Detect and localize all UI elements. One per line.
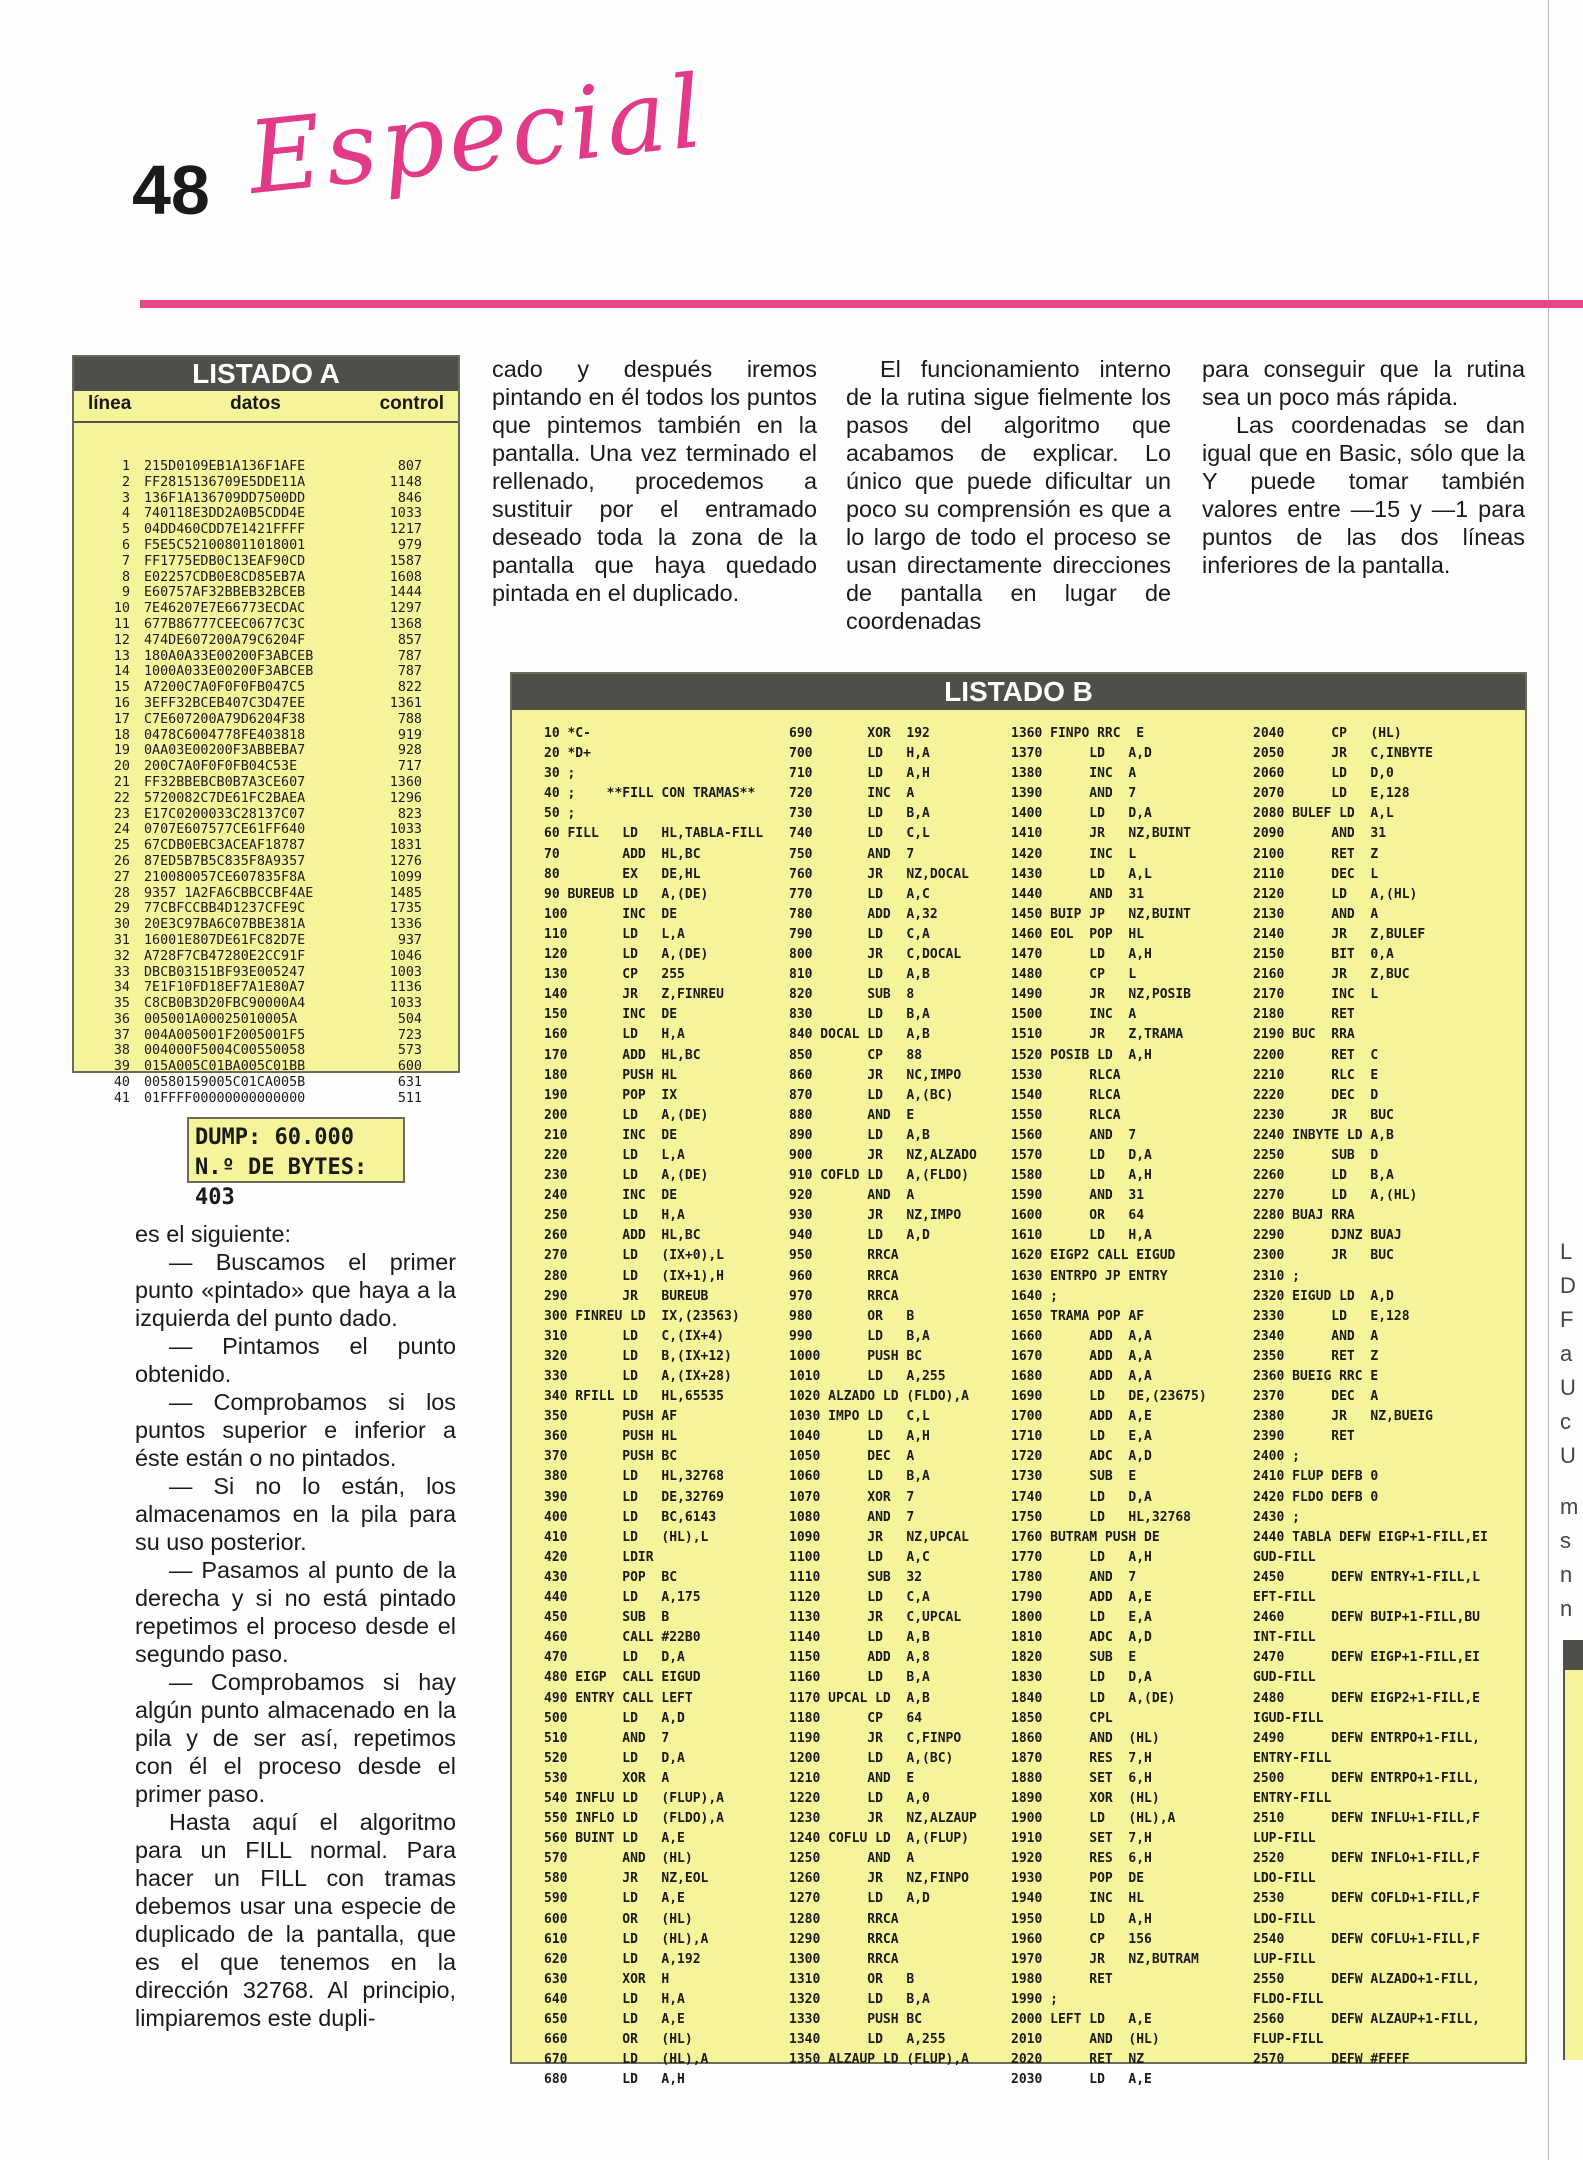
checksum: 600: [397, 1059, 422, 1075]
hex-data: 0478C6004778FE403818: [144, 727, 306, 743]
table-row: [74, 712, 458, 728]
line-number: 32: [113, 948, 130, 964]
hex-data: 04DD460CDD7E1421FFFF: [144, 522, 306, 538]
table-row: [74, 996, 458, 1012]
hex-data: 01FFFF00000000000000: [144, 1090, 306, 1106]
line-number: 39: [113, 1059, 130, 1075]
line-number: 27: [113, 869, 130, 885]
hex-data: 0707E607577CE61FF640: [144, 822, 306, 838]
hex-data: FF1775EDB0C13EAF90CD: [144, 553, 306, 569]
line-number: 5: [121, 522, 130, 538]
line-number: 16: [113, 695, 130, 711]
hex-data: 20E3C97BA6C07BBE381A: [144, 917, 306, 933]
edge-letter: U: [1560, 1443, 1576, 1468]
table-row: [74, 1075, 458, 1091]
paragraph: cado y después iremos pintando en él todos los puntos que pintemos también en la pantalla. Una vez terminado el rellenado, procedemos a sustituir por el entramado deseado toda la zona de la pantalla que haya quedado pintada en el duplicado.: [492, 356, 817, 606]
edge-letter: F: [1560, 1307, 1574, 1332]
edge-letter: n: [1560, 1562, 1573, 1587]
edge-letter: c: [1560, 1409, 1571, 1434]
next-page-edge-text-top: [1560, 1235, 1576, 1473]
hex-data: 3EFF32BCEB407C3D47EE: [144, 695, 306, 711]
checksum: 1296: [389, 790, 422, 806]
line-number: 33: [113, 964, 130, 980]
paragraph: — Comprobamos si hay algún punto almacenado en la pila y de ser así, repetimos con él el proceso desde el primer paso.: [135, 1669, 456, 1807]
line-number: 17: [113, 711, 130, 727]
line-number: 35: [113, 996, 130, 1012]
hex-data: 677B86777CEEC0677C3C: [144, 616, 306, 632]
table-row: [74, 680, 458, 696]
table-row: [74, 775, 458, 791]
paragraph: — Buscamos el primer punto «pintado» que haya a la izquierda del punto dado.: [135, 1249, 456, 1331]
next-page-edge-box: [1563, 1640, 1583, 2060]
checksum: 511: [397, 1090, 422, 1106]
hex-data: C7E607200A79D6204F38: [144, 711, 306, 727]
paragraph: — Si no lo están, los almacenamos en la pila para su uso posterior.: [135, 1473, 456, 1555]
table-row: [74, 649, 458, 665]
checksum: 1444: [389, 585, 422, 601]
checksum: 823: [397, 806, 422, 822]
checksum: 919: [397, 727, 422, 743]
hex-data: 210080057CE607835F8A: [144, 869, 306, 885]
hex-data: 004A005001F2005001F5: [144, 1027, 306, 1043]
table-row: [74, 459, 458, 475]
line-number: 36: [113, 1011, 130, 1027]
listado-b-box: [510, 672, 1527, 2088]
line-number: 29: [113, 901, 130, 917]
article-column-3: [846, 355, 1171, 635]
edge-letter: s: [1560, 1528, 1571, 1553]
table-row: [74, 822, 458, 838]
hex-data: 16001E807DE61FC82D7E: [144, 932, 306, 948]
table-row: [74, 1091, 458, 1107]
hex-data: C8CB0B3D20FBC90000A4: [144, 996, 306, 1012]
table-row: [74, 980, 458, 996]
edge-letter: a: [1560, 1341, 1573, 1366]
hex-data: 7E46207E7E66773ECDAC: [144, 601, 306, 617]
line-number: 4: [121, 506, 130, 522]
checksum: 822: [397, 680, 422, 696]
checksum: 723: [397, 1027, 422, 1043]
article-column-4: [1202, 355, 1525, 579]
paragraph: El funcionamiento interno de la rutina sigue fielmente los pasos del algoritmo que acabamos de explicar. Lo único que puede dificultar un poco su comprensión es que a lo largo de todo el proceso se usan directamente direcciones de pantalla en lugar de coordenadas: [846, 356, 1171, 634]
hex-data: E17C0200033C28137C07: [144, 806, 306, 822]
checksum: 1361: [389, 695, 422, 711]
checksum: 1587: [389, 553, 422, 569]
checksum: 573: [397, 1043, 422, 1059]
checksum: 1099: [389, 869, 422, 885]
checksum: 1276: [389, 853, 422, 869]
checksum: 807: [397, 459, 422, 474]
table-row: [74, 728, 458, 744]
checksum: 979: [397, 537, 422, 553]
checksum: 937: [397, 932, 422, 948]
header-rule: [140, 300, 1583, 308]
listado-b-column-1: 10 *C- 20 *D+ 30 ; 40 ; **FILL CON TRAMAS** 50 ; 60 FILL LD HL,TABLA-FILL 70 ADD HL,BC 80 EX DE,HL 90 BUREUB LD A,(DE) 100 INC DE 110 LD L,A 120 LD A,(DE) 130 CP 255 140 JR Z,FINREU 150 INC DE 160 LD H,A 170 ADD HL,BC 180 PUSH HL 190 POP IX 200 LD A,(DE) 210 INC DE 220 LD L,A 230 LD A,(DE) 240 INC DE 250 LD H,A 260 ADD HL,BC 270 LD (IX+0),L 280 LD (IX+1),H 290 JR BUREUB 300 FINREU LD IX,(23563) 310 LD C,(IX+4) 320 LD B,(IX+12) 330 LD A,(IX+28) 340 RFILL LD HL,65535 350 PUSH AF 360 PUSH HL 370 PUSH BC 380 LD HL,32768 390 LD DE,32769 400 LD BC,6143 410 LD (HL),L 420 LDIR 430 POP BC 440 LD A,175 450 SUB B 460 CALL #22B0 470 LD D,A 480 EIGP CALL EIGUD 490 ENTRY CALL LEFT 500 LD A,D 510 AND 7 520 LD D,A 530 XOR A 540 INFLU LD (FLUP),A 550 INFLO LD (FLDO),A 560 BUINT LD A,E 570 AND (HL) 580 JR NZ,EOL 590 LD A,E 600 OR (HL) 610 LD (HL),A 620 LD A,192 630 XOR H 640 LD H,A 650 LD A,E 660 OR (HL) 670 LD (HL),A 680 LD A,H: [544, 726, 764, 2088]
checksum: 846: [397, 490, 422, 506]
line-number: 28: [113, 885, 130, 901]
line-number: 21: [113, 774, 130, 790]
hex-data: 200C7A0F0F0FB04C53E: [144, 759, 298, 775]
listado-a-box: [72, 355, 460, 1106]
checksum: 1217: [389, 522, 422, 538]
line-number: 20: [113, 759, 130, 775]
table-row: [74, 491, 458, 507]
checksum: 1033: [389, 996, 422, 1012]
hex-data: A7200C7A0F0F0FB047C5: [144, 680, 306, 696]
hex-data: 015A005C01BA005C01BB: [144, 1059, 306, 1075]
line-number: 38: [113, 1043, 130, 1059]
table-row: [74, 538, 458, 554]
line-number: 8: [121, 569, 130, 585]
hex-data: 740118E3DD2A0B5CDD4E: [144, 506, 306, 522]
hex-data: 215D0109EB1A136F1AFE: [144, 459, 306, 474]
hex-data: 5720082C7DE61FC2BAEA: [144, 790, 306, 806]
paragraph: es el siguiente:: [135, 1221, 292, 1247]
checksum: 1033: [389, 822, 422, 838]
table-row: [74, 585, 458, 601]
line-number: 15: [113, 680, 130, 696]
listado-a-rows: [74, 423, 458, 1107]
hex-data: E02257CDB0E8CD85EB7A: [144, 569, 306, 585]
checksum: 1033: [389, 506, 422, 522]
article-column-2: [492, 355, 817, 607]
dump-address: DUMP: 60.000: [195, 1125, 354, 1150]
bytes-count: N.º DE BYTES: 403: [195, 1155, 368, 1210]
table-row: [74, 854, 458, 870]
table-row: [74, 664, 458, 680]
line-number: 34: [113, 980, 130, 996]
line-number: 11: [113, 616, 130, 632]
listado-b-column-4: 2040 CP (HL) 2050 JR C,INBYTE 2060 LD D,0 2070 LD E,128 2080 BULEF LD A,L 2090 AND 31 2100 RET Z 2110 DEC L 2120 LD A,(HL) 2130 AND A 2140 JR Z,BULEF 2150 BIT 0,A 2160 JR Z,BUC 2170 INC L 2180 RET 2190 BUC RRA 2200 RET C 2210 RLC E 2220 DEC D 2230 JR BUC 2240 INBYTE LD A,B 2250 SUB D 2260 LD B,A 2270 LD A,(HL) 2280 BUAJ RRA 2290 DJNZ BUAJ 2300 JR BUC 2310 ; 2320 EIGUD LD A,D 2330 LD E,128 2340 AND A 2350 RET Z 2360 BUEIG RRC E 2370 DEC A 2380 JR NZ,BUEIG 2390 RET 2400 ; 2410 FLUP DEFB 0 2420 FLDO DEFB 0 2430 ; 2440 TABLA DEFW EIGP+1-FILL,EI GUD-FILL 2450 DEFW ENTRY+1-FILL,L EFT-FILL 2460 DEFW BUIP+1-FILL,BU INT-FILL 2470 DEFW EIGP+1-FILL,EI GUD-FILL 2480 DEFW EIGP2+1-FILL,E IGUD-FILL 2490 DEFW ENTRPO+1-FILL, ENTRY-FILL 2500 DEFW ENTRPO+1-FILL, ENTRY-FILL 2510 DEFW INFLU+1-FILL,F LUP-FILL 2520 DEFW INFLO+1-FILL,F LDO-FILL 2530 DEFW COFLD+1-FILL,F LDO-FILL 2540 DEFW COFLU+1-FILL,F LUP-FILL 2550 DEFW ALZADO+1-FILL, FLDO-FILL 2560 DEFW ALZAUP+1-FILL, FLUP-FILL 2570 DEFW #FFFF: [1253, 726, 1488, 2068]
table-row: [74, 601, 458, 617]
paragraph: — Pasamos al punto de la derecha y si no está pintado repetimos el proceso desde el segundo paso.: [135, 1557, 456, 1667]
checksum: 1148: [389, 474, 422, 490]
table-row: [74, 554, 458, 570]
table-row: [74, 933, 458, 949]
edge-letter: D: [1560, 1273, 1576, 1298]
table-row: [74, 949, 458, 965]
hex-data: 67CDB0EBC3ACEAF18787: [144, 838, 306, 854]
line-number: 22: [113, 790, 130, 806]
table-row: [74, 838, 458, 854]
checksum: 928: [397, 743, 422, 759]
line-number: 26: [113, 853, 130, 869]
checksum: 1368: [389, 616, 422, 632]
checksum: 1831: [389, 838, 422, 854]
line-number: 6: [121, 537, 130, 553]
checksum: 857: [397, 632, 422, 648]
table-row: [74, 759, 458, 775]
checksum: 1735: [389, 901, 422, 917]
listado-b-column-3: 1360 FINPO RRC E 1370 LD A,D 1380 INC A 1390 AND 7 1400 LD D,A 1410 JR NZ,BUINT 1420 INC L 1430 LD A,L 1440 AND 31 1450 BUIP JP NZ,BUINT 1460 EOL POP HL 1470 LD A,H 1480 CP L 1490 JR NZ,POSIB 1500 INC A 1510 JR Z,TRAMA 1520 POSIB LD A,H 1530 RLCA 1540 RLCA 1550 RLCA 1560 AND 7 1570 LD D,A 1580 LD A,H 1590 AND 31 1600 OR 64 1610 LD H,A 1620 EIGP2 CALL EIGUD 1630 ENTRPO JP ENTRY 1640 ; 1650 TRAMA POP AF 1660 ADD A,A 1670 ADD A,A 1680 ADD A,A 1690 LD DE,(23675) 1700 ADD A,E 1710 LD E,A 1720 ADC A,D 1730 SUB E 1740 LD D,A 1750 LD HL,32768 1760 BUTRAM PUSH DE 1770 LD A,H 1780 AND 7 1790 ADD A,E 1800 LD E,A 1810 ADC A,D 1820 SUB E 1830 LD D,A 1840 LD A,(DE) 1850 CPL 1860 AND (HL) 1870 RES 7,H 1880 SET 6,H 1890 XOR (HL) 1900 LD (HL),A 1910 SET 7,H 1920 RES 6,H 1930 POP DE 1940 INC HL 1950 LD A,H 1960 CP 156 1970 JR NZ,BUTRAM 1980 RET 1990 ; 2000 LEFT LD A,E 2010 AND (HL) 2020 RET NZ 2030 LD A,E: [1011, 726, 1207, 2088]
edge-letter: U: [1560, 1375, 1576, 1400]
hex-data: 136F1A136709DD7500DD: [144, 490, 306, 506]
hex-data: 87ED5B7B5C835F8A9357: [144, 853, 306, 869]
hex-data: 00580159005C01CA005B: [144, 1075, 306, 1091]
checksum: 1336: [389, 917, 422, 933]
hex-data: 7E1F10FD18EF7A1E80A7: [144, 980, 306, 996]
hex-data: 0AA03E00200F3ABBEBA7: [144, 743, 306, 759]
table-row: [74, 696, 458, 712]
section-title: Especial: [242, 52, 712, 217]
hex-data: 1000A033E00200F3ABCEB: [144, 664, 314, 680]
line-number: 19: [113, 743, 130, 759]
page-edge-line: [1548, 0, 1549, 2160]
checksum: 1360: [389, 774, 422, 790]
hex-data: 9357 1A2FA6CBBCCBF4AE: [144, 885, 314, 901]
paragraph: — Pintamos el punto obtenido.: [135, 1333, 456, 1387]
listado-a-title: LISTADO A: [74, 357, 458, 391]
line-number: 31: [113, 932, 130, 948]
hex-data: FF2815136709E5DDE11A: [144, 474, 306, 490]
hex-data: 180A0A33E00200F3ABCEB: [144, 648, 314, 664]
page-number: 48: [132, 151, 210, 229]
line-number: 12: [113, 632, 130, 648]
checksum: 1046: [389, 948, 422, 964]
line-number: 13: [113, 648, 130, 664]
edge-letter: m: [1560, 1494, 1579, 1519]
checksum: 504: [397, 1011, 422, 1027]
hex-data: 474DE607200A79C6204F: [144, 632, 306, 648]
column-header-datos: datos: [230, 393, 281, 414]
table-row: [74, 965, 458, 981]
checksum: 787: [397, 648, 422, 664]
line-number: 14: [113, 664, 130, 680]
line-number: 3: [121, 490, 130, 506]
table-row: [74, 1043, 458, 1059]
line-number: 1: [121, 459, 130, 474]
column-header-linea: línea: [88, 393, 132, 414]
hex-data: F5E5C521008011018001: [144, 537, 306, 553]
table-row: [74, 633, 458, 649]
table-row: [74, 1028, 458, 1044]
listado-b-column-2: 690 XOR 192 700 LD H,A 710 LD A,H 720 INC A 730 LD B,A 740 LD C,L 750 AND 7 760 JR NZ,DOCAL 770 LD A,C 780 ADD A,32 790 LD C,A 800 JR C,DOCAL 810 LD A,B 820 SUB 8 830 LD B,A 840 DOCAL LD A,B 850 CP 88 860 JR NC,IMPO 870 LD A,(BC) 880 AND E 890 LD A,B 900 JR NZ,ALZADO 910 COFLD LD A,(FLDO) 920 AND A 930 JR NZ,IMPO 940 LD A,D 950 RRCA 960 RRCA 970 RRCA 980 OR B 990 LD B,A 1000 PUSH BC 1010 LD A,255 1020 ALZADO LD (FLDO),A 1030 IMPO LD C,L 1040 LD A,H 1050 DEC A 1060 LD B,A 1070 XOR 7 1080 AND 7 1090 JR NZ,UPCAL 1100 LD A,C 1110 SUB 32 1120 LD C,A 1130 JR C,UPCAL 1140 LD A,B 1150 ADD A,8 1160 LD B,A 1170 UPCAL LD A,B 1180 CP 64 1190 JR C,FINPO 1200 LD A,(BC) 1210 AND E 1220 LD A,0 1230 JR NZ,ALZAUP 1240 COFLU LD A,(FLUP) 1250 AND A 1260 JR NZ,FINPO 1270 LD A,D 1280 RRCA 1290 RRCA 1300 RRCA 1310 OR B 1320 LD B,A 1330 PUSH BC 1340 LD A,255 1350 ALZAUP LD (FLUP),A: [789, 726, 977, 2068]
edge-letter: n: [1560, 1596, 1573, 1621]
listado-b-title: LISTADO B: [512, 674, 1525, 710]
paragraph: Las coordenadas se dan igual que en Basic, sólo que la Y puede tomar también valores entre —15 y —1 para puntos de las dos líneas inferiores de la pantalla.: [1202, 412, 1525, 578]
column-header-control: control: [379, 393, 444, 414]
table-row: [74, 743, 458, 759]
table-row: [74, 886, 458, 902]
hex-data: A728F7CB47280E2CC91F: [144, 948, 306, 964]
line-number: 23: [113, 806, 130, 822]
table-row: [74, 475, 458, 491]
hex-data: DBCB03151BF93E005247: [144, 964, 306, 980]
dump-box: [187, 1117, 405, 1210]
paragraph: Hasta aquí el algoritmo para un FILL normal. Para hacer un FILL con tramas debemos usar una especie de duplicado de la pantalla, que es el que tenemos en la dirección 32768. Al principio, limpiaremos este dupli-: [135, 1809, 456, 2031]
checksum: 1297: [389, 601, 422, 617]
paragraph: — Comprobamos si los puntos superior e inferior a éste están o no pintados.: [135, 1389, 456, 1471]
hex-data: 005001A00025010005A: [144, 1011, 298, 1027]
hex-data: FF32BBEBCB0B7A3CE607: [144, 774, 306, 790]
line-number: 25: [113, 838, 130, 854]
table-row: [74, 917, 458, 933]
table-row: [74, 791, 458, 807]
next-page-edge-box-title: [1563, 1640, 1583, 1670]
line-number: 9: [121, 585, 130, 601]
checksum: 1608: [389, 569, 422, 585]
next-page-edge-text-bottom: [1560, 1490, 1578, 1626]
checksum: 1003: [389, 964, 422, 980]
checksum: 1485: [389, 885, 422, 901]
table-row: [74, 1012, 458, 1028]
checksum: 631: [397, 1075, 422, 1091]
table-row: [74, 522, 458, 538]
paragraph: para conseguir que la rutina sea un poco más rápida.: [1202, 356, 1525, 410]
checksum: 787: [397, 664, 422, 680]
checksum: 1136: [389, 980, 422, 996]
edge-letter: L: [1560, 1239, 1573, 1264]
table-row: [74, 570, 458, 586]
hex-data: E60757AF32BBEB32BCEB: [144, 585, 306, 601]
table-row: [74, 901, 458, 917]
line-number: 2: [121, 474, 130, 490]
line-number: 30: [113, 917, 130, 933]
line-number: 7: [121, 553, 130, 569]
line-number: 41: [113, 1090, 130, 1106]
line-number: 40: [113, 1075, 130, 1091]
table-row: [74, 1059, 458, 1075]
checksum: 717: [397, 759, 422, 775]
table-row: [74, 506, 458, 522]
checksum: 788: [397, 711, 422, 727]
hex-data: 77CBFCCBB4D1237CFE9C: [144, 901, 306, 917]
table-row: [74, 617, 458, 633]
line-number: 10: [113, 601, 130, 617]
table-row: [74, 870, 458, 886]
line-number: 24: [113, 822, 130, 838]
listado-a-column-headers: [74, 391, 458, 423]
table-row: [74, 807, 458, 823]
hex-data: 004000F5004C00550058: [144, 1043, 306, 1059]
line-number: 18: [113, 727, 130, 743]
line-number: 37: [113, 1027, 130, 1043]
article-column-1: [135, 1220, 456, 2032]
